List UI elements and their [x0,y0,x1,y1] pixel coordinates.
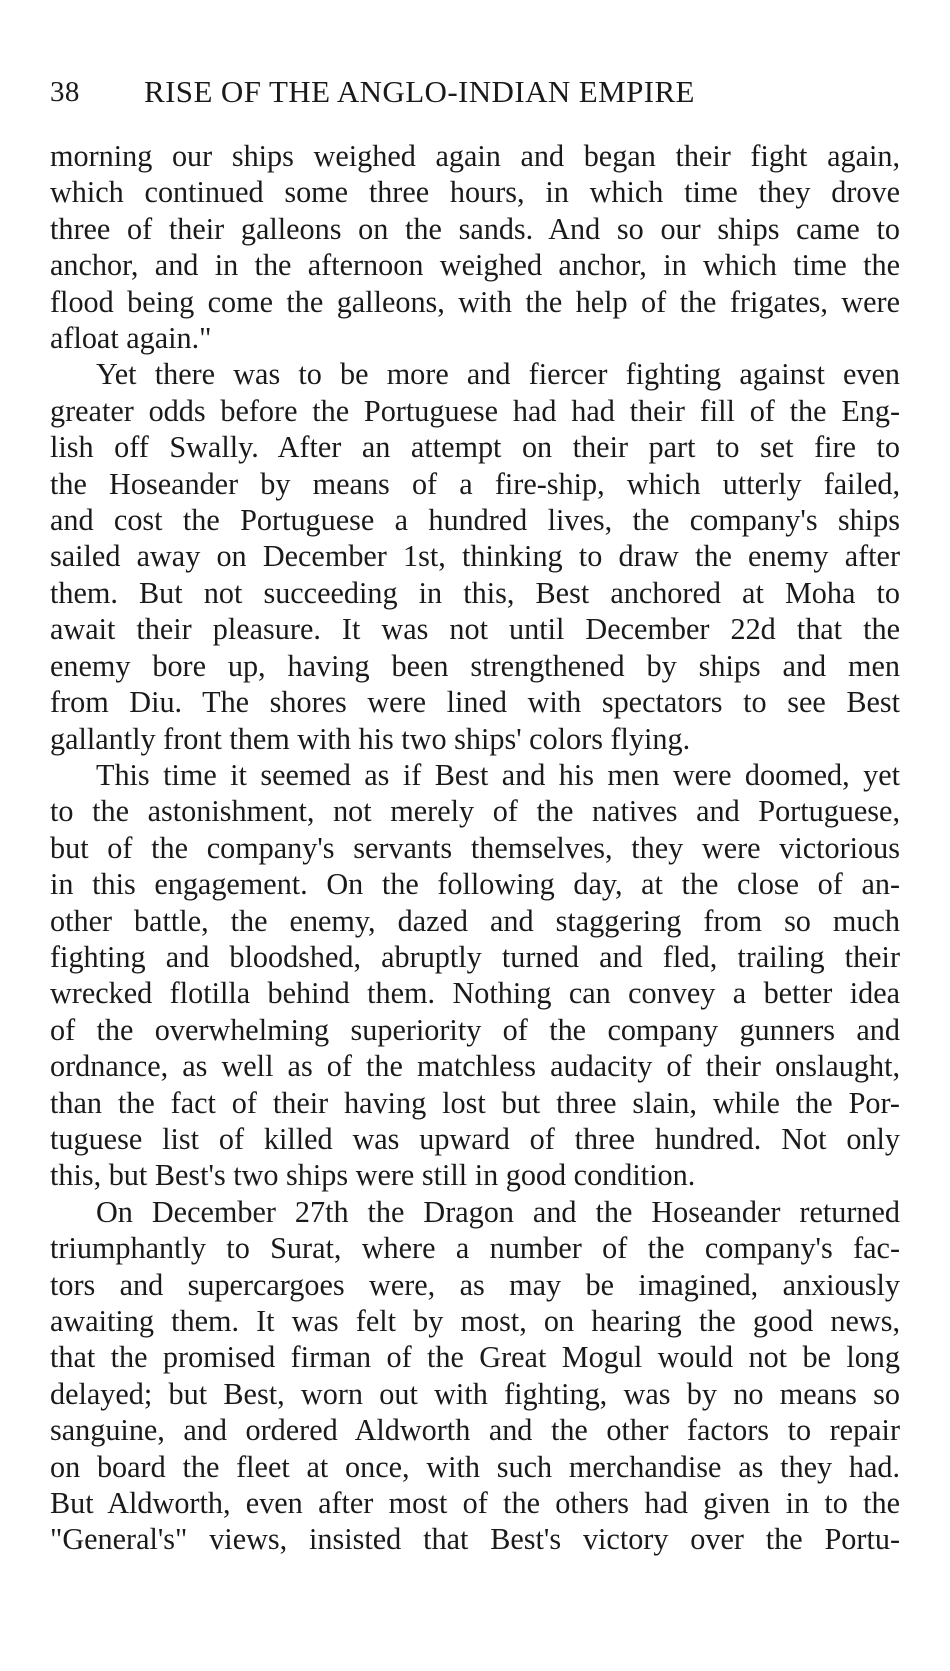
text-line: afloat again." [50,321,212,356]
text-line: lish off Swally. After an attempt on their part to set fire to [50,430,900,465]
text-line: delayed; but Best, worn out with fighting, was by no means so [50,1376,900,1411]
text-line: them. But not succeeding in this, Best anchored at Moha to [50,575,900,610]
text-line: this, but Best's two ships were still in good condition. [50,1158,696,1193]
text-line: in this engagement. On the following day, at the close of an- [50,867,900,902]
text-line: other battle, the enemy, dazed and staggering from so much [50,903,900,938]
text-line: tors and supercargoes were, as may be imagined, anxiously [50,1267,900,1302]
text-line: But Aldworth, even after most of the others had given in to the [50,1486,900,1521]
text-line: the Hoseander by means of a fire-ship, which utterly failed, [50,466,900,501]
text-line: and cost the Portuguese a hundred lives, the company's ships [50,503,900,538]
text-line: morning our ships weighed again and began their fight again, [50,139,900,173]
text-line: On December 27th the Dragon and the Hoseander returned [96,1194,900,1229]
text-line: of the overwhelming superiority of the company gunners and [50,1012,900,1047]
text-line: that the promised firman of the Great Mogul would not be long [50,1340,900,1375]
text-line: fighting and bloodshed, abruptly turned and fled, trailing their [50,939,900,974]
text-line: ordnance, as well as of the matchless audacity of their onslaught, [50,1049,900,1084]
paragraph [50,356,900,756]
text-line: greater odds before the Portuguese had had their fill of the Eng- [50,393,900,428]
text-line: which continued some three hours, in which time they drove [50,175,900,210]
text-line: gallantly front them with his two ships' colors flying. [50,721,691,756]
text-line: Yet there was to be more and fiercer fighting against even [96,357,900,392]
text-line: enemy bore up, having been strengthened by ships and men [50,648,900,683]
text-line: on board the fleet at once, with such merchandise as they had. [50,1449,900,1484]
text-line: to the astonishment, not merely of the natives and Portuguese, [50,794,900,829]
text-line: tuguese list of killed was upward of three hundred. Not only [50,1121,900,1156]
body-text [50,138,900,1558]
text-line: three of their galleons on the sands. And so our ships came to [50,211,900,246]
text-line: "General's" views, insisted that Best's victory over the Portu- [50,1522,900,1557]
text-line: from Diu. The shores were lined with spectators to see Best [50,685,900,720]
text-line: but of the company's servants themselves, they were victorious [50,830,900,865]
text-line: await their pleasure. It was not until December 22d that the [50,612,900,647]
text-line: wrecked flotilla behind them. Nothing can convey a better idea [50,976,900,1011]
text-line: This time it seemed as if Best and his men were doomed, yet [96,757,900,792]
text-line: than the fact of their having lost but three slain, while the Por- [50,1085,900,1120]
text-line: awaiting them. It was felt by most, on hearing the good news, [50,1304,900,1338]
text-line: sanguine, and ordered Aldworth and the other factors to repair [50,1413,900,1448]
text-line: sailed away on December 1st, thinking to draw the enemy after [50,539,900,574]
page-number: 38 [50,76,80,108]
running-title: RISE OF THE ANGLO-INDIAN EMPIRE [144,74,695,109]
text-line: anchor, and in the afternoon weighed anchor, in which time the [50,248,900,283]
running-head [50,70,900,120]
paragraph [50,138,900,356]
text-line: flood being come the galleons, with the help of the frigates, were [50,284,900,319]
text-line: triumphantly to Surat, where a number of the company's fac- [50,1231,900,1266]
paragraph [50,757,900,1194]
paragraph [50,1194,900,1558]
